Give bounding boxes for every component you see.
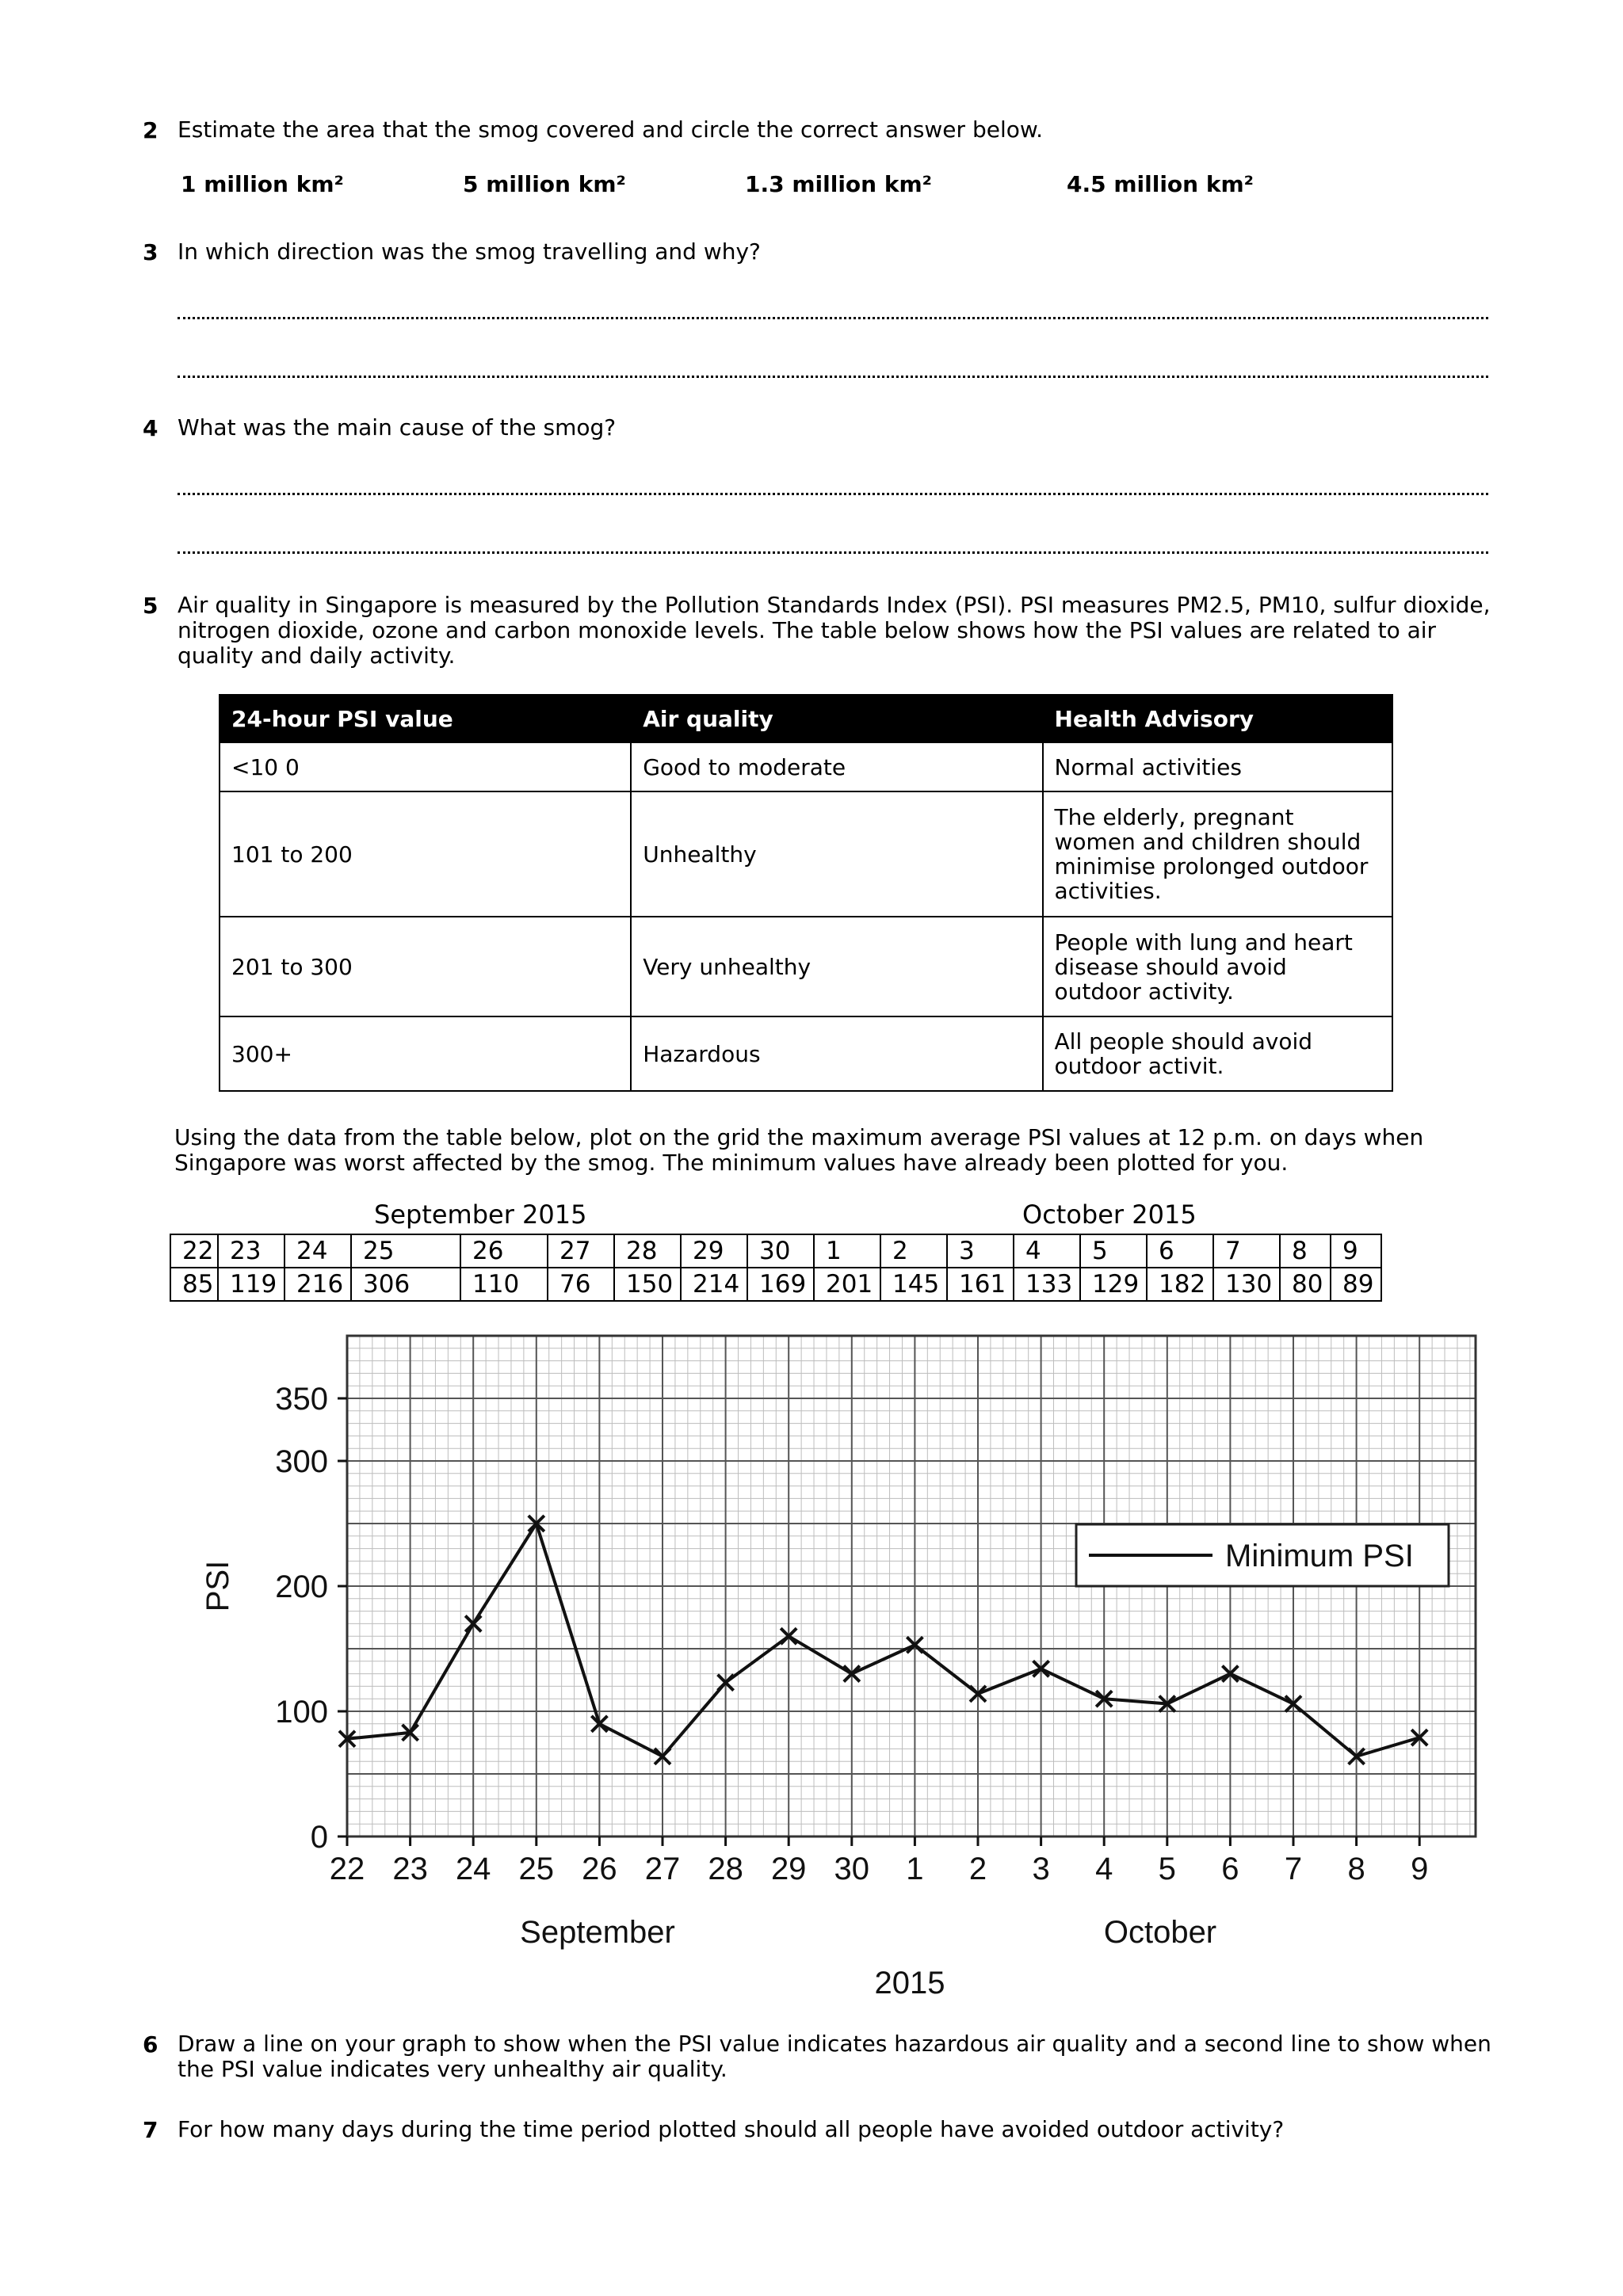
psi-table xyxy=(219,694,1393,1092)
question-2-number: 2 xyxy=(143,117,158,143)
x-tick-label: 6 xyxy=(1221,1852,1239,1886)
x-tick-label: 30 xyxy=(834,1852,870,1886)
table-cell: Normal activities xyxy=(1043,742,1392,791)
psi-value-cell: 129 xyxy=(1080,1268,1147,1301)
y-tick-label: 350 xyxy=(275,1382,328,1417)
day-cell: 6 xyxy=(1147,1234,1213,1268)
answer-line[interactable] xyxy=(178,317,1488,319)
x-tick-label: 5 xyxy=(1158,1852,1176,1886)
month-label-october: October 2015 xyxy=(1022,1199,1197,1230)
psi-value-cell: 89 xyxy=(1331,1268,1381,1301)
day-cell: 27 xyxy=(548,1234,614,1268)
legend xyxy=(1076,1524,1449,1586)
psi-value-cell: 216 xyxy=(285,1268,351,1301)
answer-option-3[interactable]: 1.3 million km² xyxy=(745,171,932,197)
y-tick-label: 300 xyxy=(275,1444,328,1479)
table-cell: All people should avoid outdoor activit. xyxy=(1043,1016,1392,1091)
question-6-number: 6 xyxy=(143,2031,158,2058)
table-cell: 300+ xyxy=(220,1016,631,1091)
x-tick-label: 3 xyxy=(1032,1852,1050,1886)
psi-value-cell: 119 xyxy=(218,1268,285,1301)
table-cell: Hazardous xyxy=(631,1016,1042,1091)
x-axis-label: 2015 xyxy=(874,1966,945,2000)
question-7-number: 7 xyxy=(143,2117,158,2143)
column-header: 24-hour PSI value xyxy=(220,695,631,742)
table-cell: People with lung and heart disease should avoid outdoor activity. xyxy=(1043,917,1392,1016)
question-2-text: Estimate the area that the smog covered and circle the correct answer below. xyxy=(178,116,1044,143)
x-tick-label: 28 xyxy=(708,1852,743,1886)
table-cell: Good to moderate xyxy=(631,742,1042,791)
psi-value-cell: 80 xyxy=(1280,1268,1331,1301)
day-cell: 1 xyxy=(814,1234,880,1268)
psi-value-cell: 306 xyxy=(351,1268,460,1301)
question-4-text: What was the main cause of the smog? xyxy=(178,414,617,441)
answer-option-4[interactable]: 4.5 million km² xyxy=(1067,171,1254,197)
y-axis-label: PSI xyxy=(200,1560,235,1612)
psi-value-cell: 133 xyxy=(1014,1268,1080,1301)
answer-line[interactable] xyxy=(178,376,1488,378)
x-tick-label: 1 xyxy=(906,1852,924,1886)
table-row xyxy=(220,917,1392,1016)
x-group-label-october: October xyxy=(1103,1915,1217,1950)
daily-psi-table xyxy=(170,1234,1382,1302)
y-tick-label: 200 xyxy=(275,1569,328,1604)
psi-value-cell: 110 xyxy=(460,1268,548,1301)
x-tick-label: 26 xyxy=(582,1852,617,1886)
question-3-text: In which direction was the smog travelling and why? xyxy=(178,238,761,265)
psi-value-cell: 85 xyxy=(170,1268,218,1301)
day-cell: 29 xyxy=(681,1234,747,1268)
question-5-text: Air quality in Singapore is measured by the Pollution Standards Index (PSI). PSI measures PM2.5, PM10, sulfur dioxide, nitrogen dioxide, ozone and carbon monoxide levels. The table below shows how the PSI values are related to air quality and daily activity. xyxy=(178,592,1491,669)
psi-value-cell: 161 xyxy=(947,1268,1014,1301)
psi-value-cell: 201 xyxy=(814,1268,880,1301)
day-row xyxy=(170,1234,1381,1268)
x-tick-label: 29 xyxy=(770,1852,807,1886)
day-cell: 9 xyxy=(1331,1234,1381,1268)
x-tick-label: 4 xyxy=(1095,1852,1113,1886)
psi-line-chart[interactable] xyxy=(182,1317,1482,2014)
psi-value-cell: 169 xyxy=(747,1268,814,1301)
question-7-text: For how many days during the time period plotted should all people have avoided outdoor activity? xyxy=(178,2116,1285,2142)
legend-label: Minimum PSI xyxy=(1225,1539,1414,1573)
day-cell: 26 xyxy=(460,1234,548,1268)
table-cell: <10 0 xyxy=(220,742,631,791)
x-tick-label: 22 xyxy=(329,1852,365,1886)
column-header: Air quality xyxy=(631,695,1042,742)
value-row xyxy=(170,1268,1381,1301)
x-tick-label: 2 xyxy=(968,1852,987,1886)
table-row xyxy=(220,1016,1392,1091)
table-row xyxy=(220,791,1392,917)
psi-value-cell: 150 xyxy=(614,1268,681,1301)
y-tick-label: 100 xyxy=(275,1695,328,1730)
x-tick-label: 23 xyxy=(392,1852,428,1886)
table-cell: The elderly, pregnant women and children should minimise prolonged outdoor activities. xyxy=(1043,791,1392,917)
x-axis-ticks xyxy=(330,1836,1429,1886)
x-tick-label: 24 xyxy=(455,1852,491,1886)
y-axis-ticks xyxy=(275,1382,347,1855)
psi-value-cell: 214 xyxy=(681,1268,747,1301)
day-cell: 22 xyxy=(170,1234,218,1268)
x-tick-label: 27 xyxy=(644,1852,681,1886)
day-cell: 3 xyxy=(947,1234,1014,1268)
table-cell: 101 to 200 xyxy=(220,791,631,917)
psi-value-cell: 130 xyxy=(1213,1268,1280,1301)
psi-value-cell: 145 xyxy=(880,1268,947,1301)
day-cell: 8 xyxy=(1280,1234,1331,1268)
day-cell: 5 xyxy=(1080,1234,1147,1268)
day-cell: 25 xyxy=(351,1234,460,1268)
question-3-number: 3 xyxy=(143,239,158,265)
day-cell: 30 xyxy=(747,1234,814,1268)
answer-option-1[interactable]: 1 million km² xyxy=(181,171,344,197)
x-tick-label: 7 xyxy=(1284,1852,1303,1886)
x-tick-label: 9 xyxy=(1411,1852,1429,1886)
x-tick-label: 25 xyxy=(518,1852,555,1886)
question-4-number: 4 xyxy=(143,415,158,441)
x-tick-label: 8 xyxy=(1347,1852,1365,1886)
answer-option-2[interactable]: 5 million km² xyxy=(463,171,626,197)
answer-line[interactable] xyxy=(178,551,1488,554)
month-label-september: September 2015 xyxy=(374,1199,587,1230)
table-cell: Very unhealthy xyxy=(631,917,1042,1016)
x-group-label-september: September xyxy=(520,1915,675,1950)
table-cell: 201 to 300 xyxy=(220,917,631,1016)
day-cell: 2 xyxy=(880,1234,947,1268)
day-cell: 4 xyxy=(1014,1234,1080,1268)
day-cell: 24 xyxy=(285,1234,351,1268)
y-tick-label: 0 xyxy=(310,1820,328,1855)
day-cell: 23 xyxy=(218,1234,285,1268)
question-5-number: 5 xyxy=(143,593,158,619)
table-row xyxy=(220,742,1392,791)
question-6-text: Draw a line on your graph to show when the PSI value indicates hazardous air quality and a second line to show when the PSI value indicates very unhealthy air quality. xyxy=(178,2031,1491,2082)
day-cell: 7 xyxy=(1213,1234,1280,1268)
column-header: Health Advisory xyxy=(1043,695,1392,742)
answer-line[interactable] xyxy=(178,493,1488,495)
plot-instruction: Using the data from the table below, plot on the grid the maximum average PSI values at 12 p.m. on days when Singapore was worst affected by the smog. The minimum values have already been plotted for you. xyxy=(174,1124,1424,1176)
table-header-row xyxy=(220,695,1392,742)
psi-value-cell: 76 xyxy=(548,1268,614,1301)
psi-value-cell: 182 xyxy=(1147,1268,1213,1301)
day-cell: 28 xyxy=(614,1234,681,1268)
table-cell: Unhealthy xyxy=(631,791,1042,917)
